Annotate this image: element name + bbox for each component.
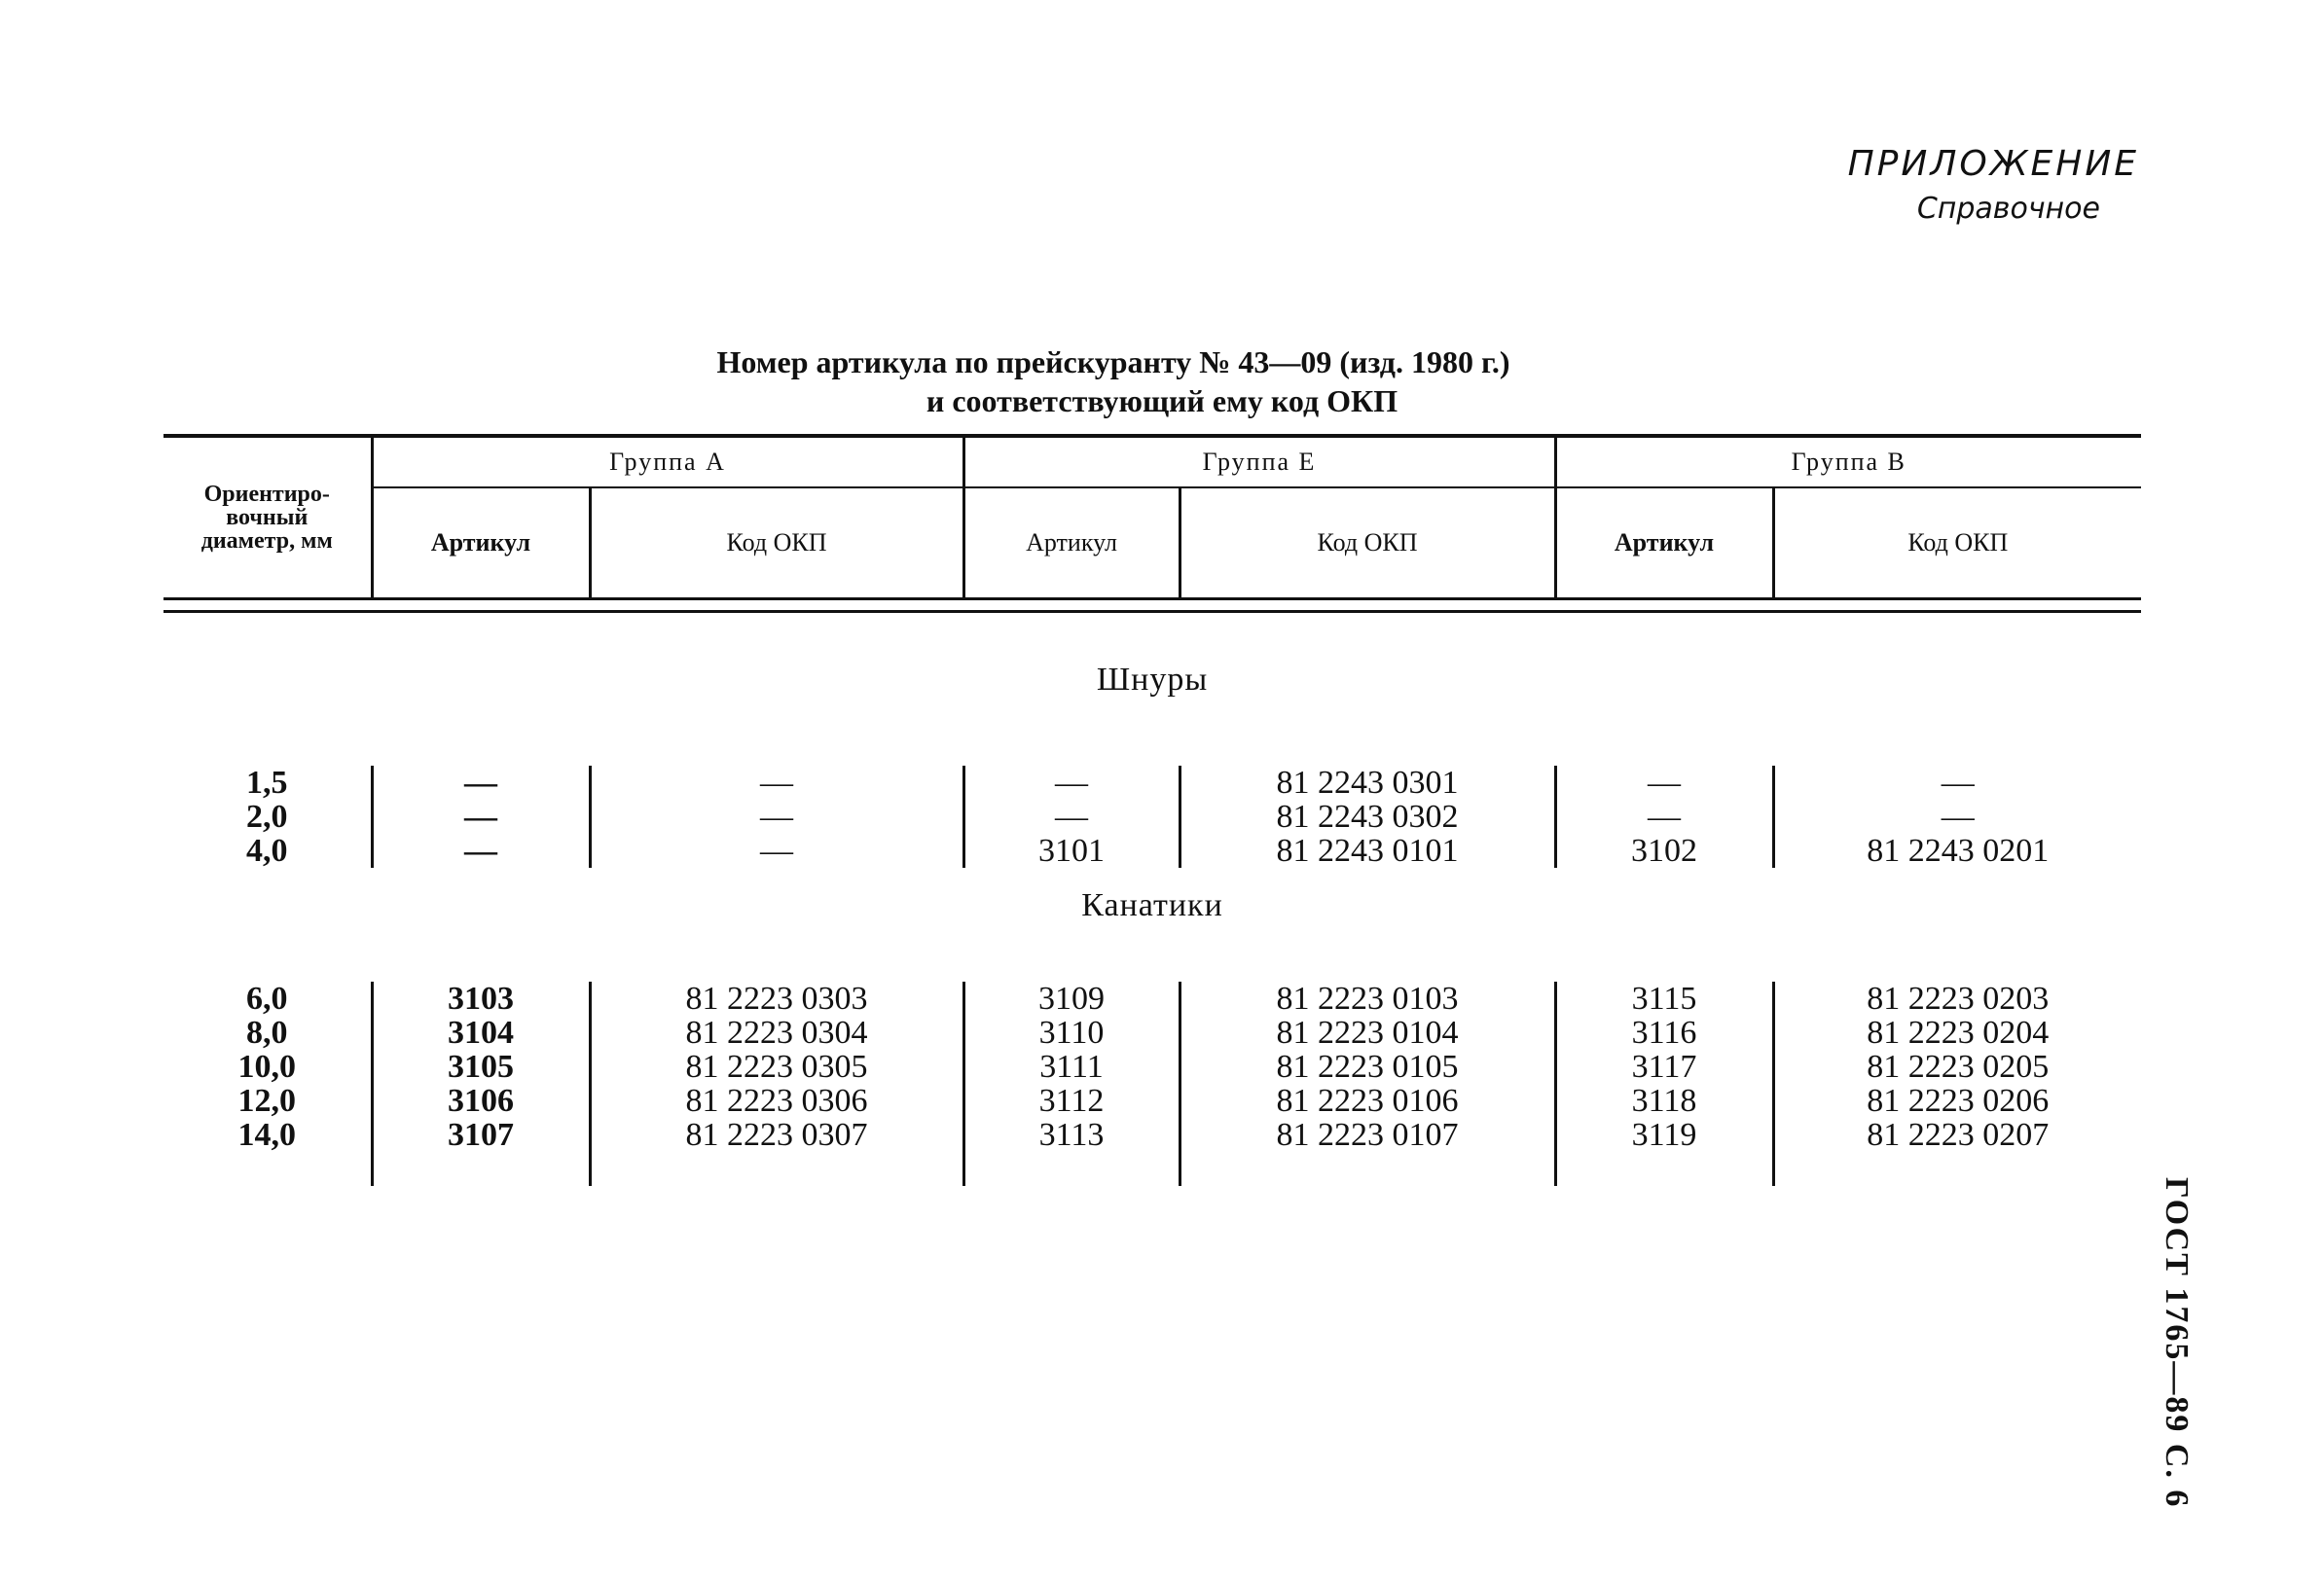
code-v-cell: — <box>1773 800 2141 834</box>
article-e-cell: 3113 <box>963 1118 1180 1152</box>
article-a-cell: — <box>372 800 590 834</box>
table-row <box>163 766 2141 800</box>
appendix-block <box>1848 144 2139 226</box>
side-gost-label: ГОСТ 1765—89 С. 6 <box>2159 1177 2195 1509</box>
article-v-cell: — <box>1555 766 1773 800</box>
code-a-cell: 81 2223 0307 <box>590 1118 963 1152</box>
code-e-cell: 81 2243 0101 <box>1180 834 1555 868</box>
group-e-article-header: Артикул <box>963 487 1180 599</box>
appendix-heading: ПРИЛОЖЕНИЕ <box>1847 144 2139 184</box>
code-e-cell: 81 2243 0301 <box>1180 766 1555 800</box>
group-e-header: Группа Е <box>963 436 1555 487</box>
code-a-cell: 81 2223 0303 <box>590 982 963 1016</box>
table-title-line2: и соответствующий ему код ОКП <box>926 383 1398 418</box>
group-a-article-header: Артикул <box>372 487 590 599</box>
diameter-cell: 14,0 <box>237 1117 296 1153</box>
section-body-ropes <box>163 982 2141 1186</box>
group-a-header: Группа А <box>372 436 963 487</box>
code-a-cell: 81 2223 0304 <box>590 1016 963 1050</box>
code-v-cell: 81 2243 0201 <box>1773 834 2141 868</box>
article-v-cell: 3118 <box>1555 1084 1773 1118</box>
diameter-header-line3: диаметр, мм <box>200 528 333 554</box>
section-title-ropes: Канатики <box>1081 887 1223 923</box>
code-a-cell: — <box>590 800 963 834</box>
article-a-cell: 3103 <box>372 982 590 1016</box>
article-e-cell: 3111 <box>963 1050 1180 1084</box>
code-a-cell: — <box>590 766 963 800</box>
article-e-cell: — <box>963 766 1180 800</box>
article-e-cell: 3110 <box>963 1016 1180 1050</box>
table-row <box>163 1084 2141 1118</box>
section-body-cords <box>163 766 2141 868</box>
group-e-code-header: Код ОКП <box>1180 487 1555 599</box>
group-a-code-header: Код ОКП <box>590 487 963 599</box>
article-v-cell: 3117 <box>1555 1050 1773 1084</box>
section-row-cords <box>163 612 2141 726</box>
table-row <box>163 982 2141 1016</box>
article-e-cell: — <box>963 800 1180 834</box>
article-a-cell: — <box>372 766 590 800</box>
code-a-cell: — <box>590 834 963 868</box>
diameter-header-line1: Ориентиро- <box>203 482 330 507</box>
diameter-header <box>163 436 372 599</box>
article-e-cell: 3109 <box>963 982 1180 1016</box>
diameter-cell: 10,0 <box>237 1049 296 1085</box>
table-title-line1: Номер артикула по прейскуранту № 43—09 (изд. 1980 г.) <box>716 344 1510 379</box>
article-a-cell: — <box>372 834 590 868</box>
code-v-cell: 81 2223 0206 <box>1773 1084 2141 1118</box>
code-e-cell: 81 2223 0104 <box>1180 1016 1555 1050</box>
code-v-cell: 81 2223 0204 <box>1773 1016 2141 1050</box>
diameter-cell: 4,0 <box>246 833 288 869</box>
table-row <box>163 800 2141 834</box>
article-v-cell: 3102 <box>1555 834 1773 868</box>
appendix-subheading: Справочное <box>1916 192 2100 226</box>
table-row <box>163 1016 2141 1050</box>
code-v-cell: 81 2223 0207 <box>1773 1118 2141 1152</box>
code-v-cell: — <box>1773 766 2141 800</box>
code-e-cell: 81 2223 0105 <box>1180 1050 1555 1084</box>
code-e-cell: 81 2223 0106 <box>1180 1084 1555 1118</box>
code-v-cell: 81 2223 0203 <box>1773 982 2141 1016</box>
article-v-cell: 3116 <box>1555 1016 1773 1050</box>
article-a-cell: 3106 <box>372 1084 590 1118</box>
article-v-cell: 3115 <box>1555 982 1773 1016</box>
code-v-cell: 81 2223 0205 <box>1773 1050 2141 1084</box>
table-row <box>163 1050 2141 1084</box>
code-a-cell: 81 2223 0305 <box>590 1050 963 1084</box>
article-a-cell: 3105 <box>372 1050 590 1084</box>
diameter-cell: 2,0 <box>246 799 288 835</box>
article-e-cell: 3112 <box>963 1084 1180 1118</box>
article-v-cell: — <box>1555 800 1773 834</box>
group-v-article-header: Артикул <box>1555 487 1773 599</box>
code-e-cell: 81 2223 0107 <box>1180 1118 1555 1152</box>
article-code-table <box>163 434 2141 1186</box>
diameter-cell: 8,0 <box>246 1015 288 1051</box>
table-row <box>163 1118 2141 1152</box>
group-v-code-header: Код ОКП <box>1773 487 2141 599</box>
diameter-cell: 1,5 <box>246 765 288 801</box>
section-row-ropes <box>163 868 2141 941</box>
header-double-rule <box>163 599 2141 612</box>
table-row <box>163 834 2141 868</box>
table-title <box>0 342 2324 420</box>
article-e-cell: 3101 <box>963 834 1180 868</box>
diameter-cell: 12,0 <box>237 1083 296 1119</box>
code-e-cell: 81 2243 0302 <box>1180 800 1555 834</box>
group-v-header: Группа В <box>1555 436 2141 487</box>
code-e-cell: 81 2223 0103 <box>1180 982 1555 1016</box>
article-v-cell: 3119 <box>1555 1118 1773 1152</box>
article-a-cell: 3104 <box>372 1016 590 1050</box>
diameter-cell: 6,0 <box>246 981 288 1017</box>
diameter-header-line2: вочный <box>226 505 309 530</box>
table-end-spacer <box>163 1152 2141 1186</box>
code-a-cell: 81 2223 0306 <box>590 1084 963 1118</box>
section-title-cords: Шнуры <box>1096 662 1209 698</box>
article-a-cell: 3107 <box>372 1118 590 1152</box>
